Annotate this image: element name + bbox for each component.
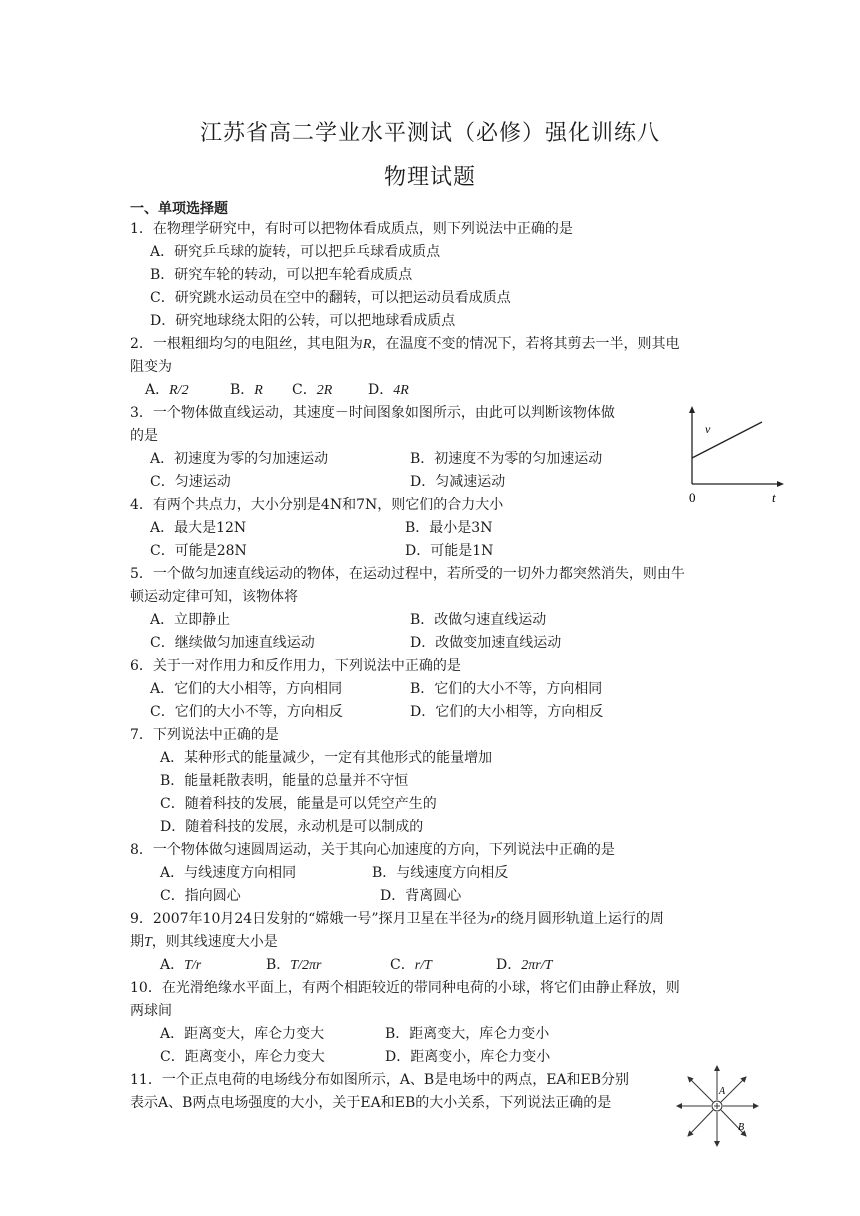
q6-option-c: C．它们的大小不等，方向相反 <box>150 704 343 720</box>
q3-option-a: A．初速度为零的匀加速运动 <box>150 451 329 467</box>
q9-option-b: B．T/2πr <box>266 957 322 973</box>
q7-option-b: B．能量耗散表明，能量的总量并不守恒 <box>160 773 409 789</box>
graph-origin-label: 0 <box>689 490 696 505</box>
q5-option-b: B．改做匀速直线运动 <box>410 612 547 628</box>
q5-option-d: D．改做变加速直线运动 <box>410 635 562 651</box>
graph-y-arrow <box>689 406 695 413</box>
q11-stem-line2: 表示A、B两点电场强度的大小，关于EA和EB的大小关系，下列说法正确的是 <box>130 1095 612 1111</box>
page-subtitle: 物理试题 <box>383 165 476 190</box>
q1-option-d: D．研究地球绕太阳的公转，可以把地球看成质点 <box>150 313 456 329</box>
field-point-b-label: B <box>738 1122 745 1133</box>
q2-stem-var: R <box>362 337 372 352</box>
q5-stem-line2: 顿运动定律可知，该物体将 <box>130 589 298 605</box>
q6-stem: 6．关于一对作用力和反作用力，下列说法中正确的是 <box>130 658 461 674</box>
q7-option-c: C．随着科技的发展，能量是可以凭空产生的 <box>160 796 437 812</box>
q6-option-a: A．它们的大小相等，方向相同 <box>150 681 343 697</box>
q8-option-a: A．与线速度方向相同 <box>160 865 297 881</box>
field-point-a-label: A <box>719 1086 726 1097</box>
q3-option-b: B．初速度不为零的匀加速运动 <box>410 451 603 467</box>
q8-option-c: C．指向圆心 <box>160 888 241 904</box>
q4-option-d: D．可能是1N <box>405 543 494 559</box>
q3-option-c: C．匀速运动 <box>150 474 231 490</box>
q10-option-a: A．距离变大，库仑力变大 <box>160 1026 325 1042</box>
section-heading: 一、单项选择题 <box>130 201 228 217</box>
q1-option-b: B．研究车轮的转动，可以把车轮看成质点 <box>150 267 413 283</box>
q4-option-b: B．最小是3N <box>405 520 493 536</box>
q9-var-t: T <box>144 935 152 950</box>
q8-option-b: B．与线速度方向相反 <box>372 865 509 881</box>
q6-option-b: B．它们的大小不等，方向相同 <box>410 681 603 697</box>
q9-var-r: r <box>490 912 496 927</box>
q9-stem-line1: 9．2007年10月24日发射的“嫦娥一号”探月卫星在半径为r的绕月圆形轨道上运行的周 <box>130 911 664 927</box>
q9-option-d: D．2πr/T <box>496 957 553 973</box>
q8-stem: 8．一个物体做匀速圆周运动，关于其向心加速度的方向，下列说法中正确的是 <box>130 842 615 858</box>
page-title: 江苏省高二学业水平测试（必修）强化训练八 <box>199 121 660 146</box>
q10-option-c: C．距离变小，库仑力变大 <box>160 1049 325 1065</box>
q7-option-a: A．某种形式的能量减少，一定有其他形式的能量增加 <box>160 750 493 766</box>
q5-stem-line1: 5．一个做匀加速直线运动的物体，在运动过程中，若所受的一切外力都突然消失，则由牛 <box>130 566 685 582</box>
q2-option-a: A．R/2 <box>145 382 189 398</box>
graph-x-arrow <box>777 481 784 487</box>
q1-option-a: A．研究乒乓球的旋转，可以把乒乓球看成质点 <box>150 244 441 260</box>
q10-stem-line1: 10．在光滑绝缘水平面上，有两个相距较近的带同种电荷的小球，将它们由静止释放，则 <box>130 980 680 996</box>
graph-velocity-line <box>692 422 762 458</box>
q4-option-a: A．最大是12N <box>150 520 247 536</box>
q4-option-c: C．可能是28N <box>150 543 247 559</box>
q2-stem-line1 <box>130 335 679 354</box>
graph-x-label: t <box>772 490 776 505</box>
q2-stem-part1: 2．一根粗细均匀的电阻丝，其电阻为 <box>130 336 363 352</box>
q3-velocity-time-graph <box>680 404 792 508</box>
q1-stem: 1．在物理学研究中，有时可以把物体看成质点，则下列说法中正确的是 <box>130 221 573 237</box>
q8-option-d: D．背离圆心 <box>380 888 462 904</box>
q10-option-d: D．距离变小，库仑力变小 <box>385 1049 551 1065</box>
q9-option-a: A．T/r <box>160 957 202 973</box>
q3-stem-line2: 的是 <box>130 428 158 444</box>
q2-stem-part2: ，在温度不变的情况下，若将其剪去一半，则其电 <box>371 336 680 352</box>
q3-option-d: D．匀减速运动 <box>410 474 506 490</box>
q2-option-d: D．4R <box>368 382 409 398</box>
q7-stem: 7．下列说法中正确的是 <box>130 727 279 743</box>
graph-y-label: v <box>705 422 711 436</box>
q9-stem-line2: 期T，则其线速度大小是 <box>130 934 278 950</box>
q9-option-c: C．r/T <box>390 957 432 973</box>
q2-option-c: C．2R <box>292 382 333 398</box>
q4-stem: 4．有两个共点力，大小分别是4N和7N，则它们的合力大小 <box>130 497 504 513</box>
q10-stem-line2: 两球间 <box>130 1003 172 1019</box>
q6-option-d: D．它们的大小相等，方向相反 <box>410 704 604 720</box>
q2-option-b: B．R <box>230 382 263 398</box>
q1-option-c: C．研究跳水运动员在空中的翻转，可以把运动员看成质点 <box>150 290 511 306</box>
q11-electric-field-diagram <box>672 1060 762 1150</box>
q5-option-c: C．继续做匀加速直线运动 <box>150 635 315 651</box>
q2-stem-line2: 阻变为 <box>130 359 172 375</box>
q11-stem-line1: 11．一个正点电荷的电场线分布如图所示，A、B是电场中的两点，EA和EB分别 <box>130 1072 630 1088</box>
q5-option-a: A．立即静止 <box>150 612 231 628</box>
q10-option-b: B．距离变大，库仑力变小 <box>385 1026 550 1042</box>
q3-stem-line1: 3．一个物体做直线运动，其速度－时间图象如图所示，由此可以判断该物体做 <box>130 405 615 421</box>
q7-option-d: D．随着科技的发展，永动机是可以制成的 <box>160 819 424 835</box>
